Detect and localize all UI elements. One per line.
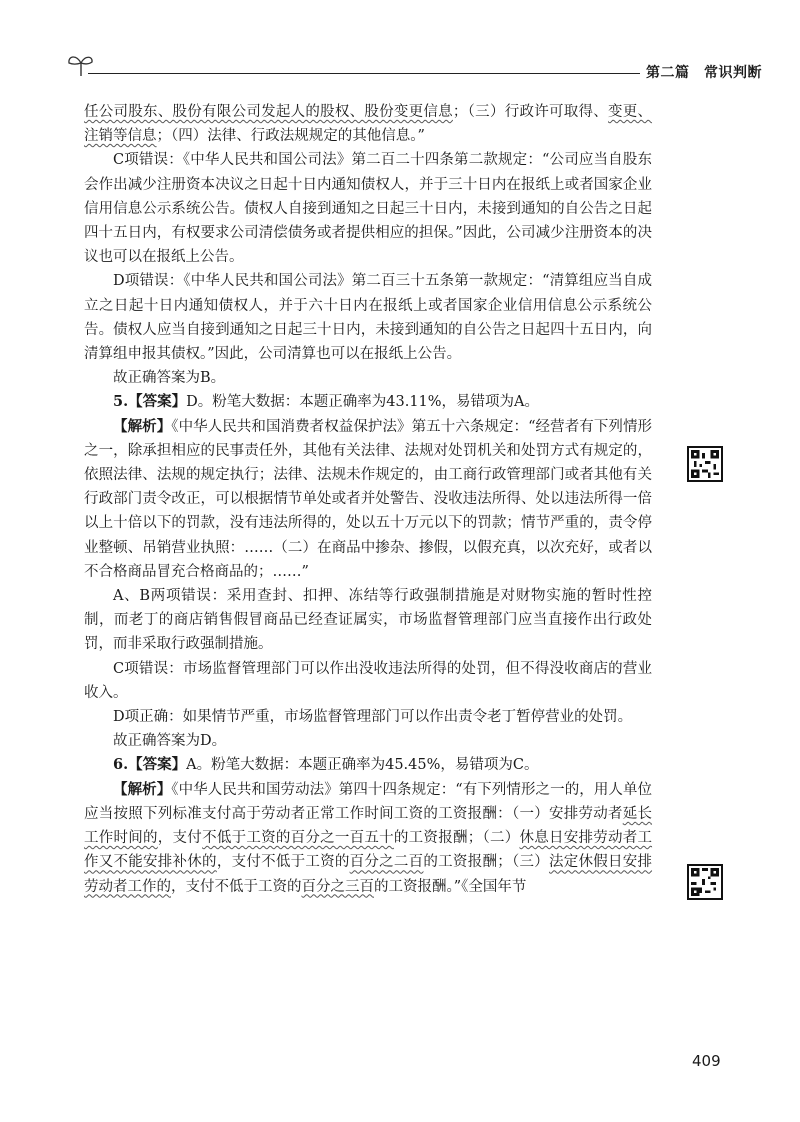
answer-heading-q5: 5.【答案】D。粉笔大数据：本题正确率为43.11%，易错项为A。 [113,393,540,411]
answer-heading-q6: 6.【答案】A。粉笔大数据：本题正确率为45.45%，易错项为C。 [113,756,539,774]
paragraph-option-c: C项错误：《中华人民共和国公司法》第二百二十四条第二款规定：“公司应当自股东会作出减少注册资本决议之日起十日内通知债权人，并于三十日内在报纸上或者国家企业信用信息公示系统公告。债权人自接到通知之日起三十日内，未接到通知的自公告之日起四十五日内，有权要求公司清偿债务或者提供相应的担保。”因此，公司减少注册资本的决议也可以在报纸上公告。 [84,152,652,266]
paragraph-answer-q4: 故正确答案为B。 [113,370,226,387]
page-number: 409 [692,1052,721,1070]
analysis-q5: 【解析】《中华人民共和国消费者权益保护法》第五十六条规定：“经营者有下列情形之一，除承担相应的民事责任外，其他有关法律、法规对处罚机关和处罚方式有规定的，依照法律、法规的规定执行；法律、法规未作规定的，由工商行政管理部门或者其他有关行政部门责令改正，可以根据情节单处或者并处警告、没收违法所得、处以违法所得一倍以上十倍以下的罚款，没有违法所得的，处以五十万元以下的罚款；情节严重的，责令停业整顿、吊销营业执照：……（二）在商品中掺杂、掺假，以假充真，以次充好，或者以不合格商品冒充合格商品的；……” [84,417,653,580]
paragraph-option-d: D项错误：《中华人民共和国公司法》第二百三十五条第一款规定：“清算组应当自成立之日起十日内通知债权人，并于六十日内在报纸上或者国家企业信用信息公示系统公告。债权人应当自接到通知之日起三十日内，未接到通知的自公告之日起四十五日内，向清算组申报其债权。”因此，公司清算也可以在报纸上公告。 [84,273,652,363]
qr-code-icon[interactable] [687,864,723,900]
qr-code-icon[interactable] [687,446,723,482]
section-title: 第二篇 常识判断 [646,65,762,81]
paragraph-option-c-q5: C项错误：市场监督管理部门可以作出没收违法所得的处罚，但不得没收商店的营业收入。 [84,660,652,701]
paragraph-answer-q5: 故正确答案为D。 [113,733,227,750]
analysis-q6: 【解析】《中华人民共和国劳动法》第四十四条规定：“有下列情形之一的，用人单位应当按照下列标准支付高于劳动者正常工作时间工资的工资报酬：（一）安排劳动者延长工作时间的，支付不低于工资的百分之一百五十的工资报酬；（二）休息日安排劳动者工作又不能安排补休的，支付不低于工资的百分之二百的工资报酬；（三）法定休假日安排劳动者工作的，支付不低于工资的百分之三百的工资报酬。”《全国年节 [84,780,653,895]
paragraph-continuation: 任公司股东、股份有限公司发起人的股权、股份变更信息；（三）行政许可取得、变更、注销等信息；（四）法律、行政法规规定的其他信息。” [84,104,653,145]
page-body [84,100,652,899]
paragraph-option-d-q5: D项正确：如果情节严重，市场监督管理部门可以作出责令老丁暂停营业的处罚。 [113,709,633,726]
header-rule [88,73,640,74]
paragraph-option-ab: A、B两项错误：采用查封、扣押、冻结等行政强制措施是对财物实施的暂时性控制，而老丁的商店销售假冒商品已经查证属实，市场监督管理部门应当直接作出行政处罚，而非采取行政强制措施。 [84,588,652,653]
